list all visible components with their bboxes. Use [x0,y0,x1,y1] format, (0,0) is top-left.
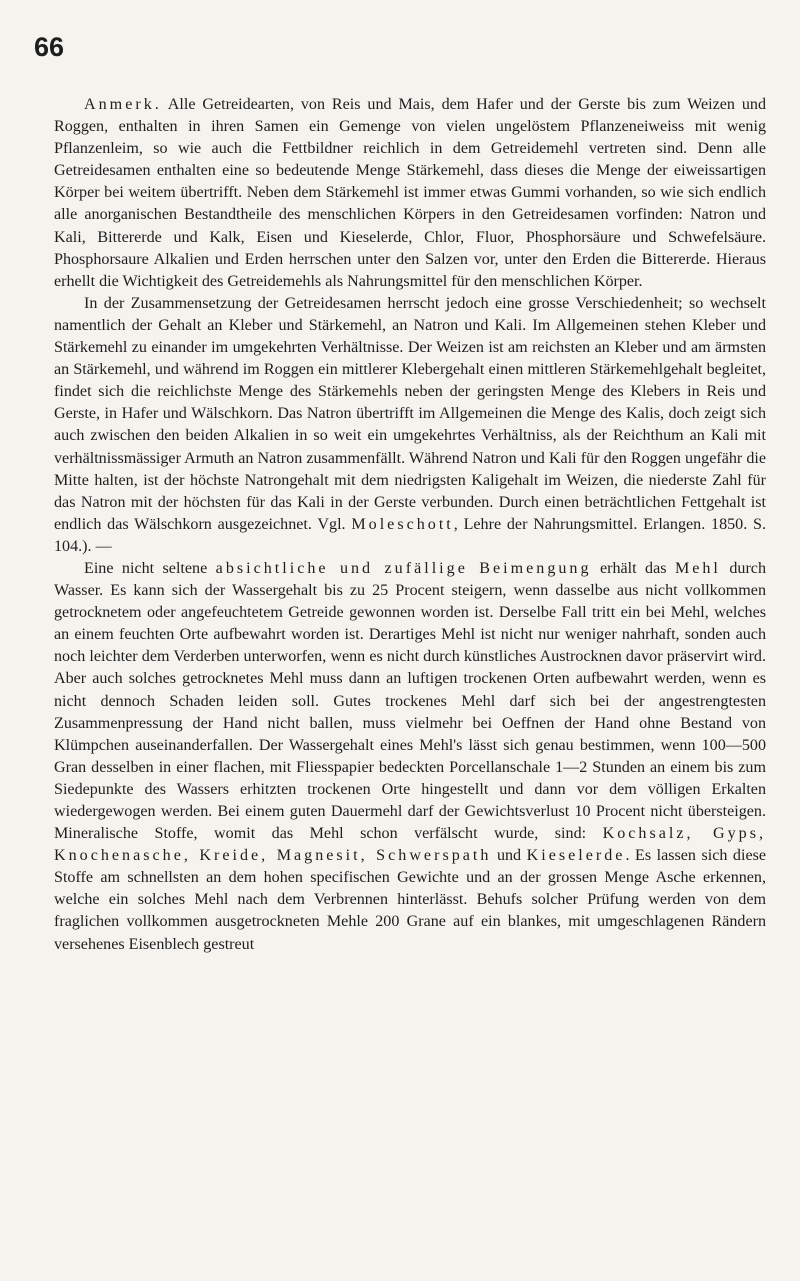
paragraph [54,558,766,956]
paragraph [54,293,766,558]
text-run: Kochsalz, Gyps, Knochenasche, Kreide, Magnesit, Schwerspath [54,825,766,865]
page-number: 66 [34,32,65,62]
text-run: Moleschott [351,515,454,533]
text-run: Mehl [674,559,721,577]
text-run: Alle Getreidearten, von Reis und Mais, dem Hafer und der Gerste bis zum Weizen und Roggen, enthalten in ihren Samen ein Gemenge von vielen ungelöstem Pflanzeneiweiss mit wenig Pflanzenleim, so wie auch die Fettbildner reichlich in dem Getreidemehl vertreten sind. Denn alle Getreidesamen enthalten eine so bedeutende Menge Stärkemehl, dass dieses die Menge der eiweissartigen Körper bei weitem übertrifft. Neben dem Stärkemehl ist immer etwas Gummi vorhanden, so wie sich endlich alle anorganischen Bestandtheile des menschlichen Körpers in den Getreidesamen vorfinden: Natron und Kali, Bittererde und Kalk, Eisen und Kieselerde, Chlor, Fluor, Phosphorsäure und Schwefelsäure. Phosphorsaure Alkalien und Erden herrschen unter den Salzen vor, unter den Erden die Bittererde. Hieraus erhellt die Wichtigkeit des Getreidemehls als Nahrungsmittel für den menschlichen Körper. [54,96,766,290]
body-text [54,94,766,956]
text-run: Anmerk. [84,96,162,113]
text-run: erhält das [591,559,675,577]
text-run: und [491,847,527,865]
paragraph-note [54,94,766,293]
text-run: , Lehre der Nahrungsmittel. Erlangen. 1850. S. 104.). — [54,515,766,555]
text-run: Kieselerde [526,847,626,865]
text-run: durch Wasser. Es kann sich der Wassergehalt bis zu 25 Procent steigern, wenn dasselbe aus nicht vollkommen getrocknetem oder angefeuchtetem Getreide gewonnen worden ist. Derselbe Fall tritt ein bei Mehl, welches an einem feuchten Orte aufbewahrt worden ist. Derartiges Mehl ist nicht nur weniger nahrhaft, sonden auch noch leichter dem Verderben unterworfen, wenn es nicht durch künstliches Austrocknen davor präservirt wird. Aber auch solches getrocknetes Mehl muss dann an luftigen trockenen Orten aufbewahrt werden, wenn es nicht dennoch Schaden leiden soll. Gutes trockenes Mehl darf sich bei der angestrengtesten Zusammenpressung der Hand nicht ballen, muss vielmehr bei Oeffnen der Hand ohne Bestand von Klümpchen auseinanderfallen. Der Wassergehalt eines Mehl's lässt sich genau bestimmen, wenn 100—500 Gran desselben in einer flachen, mit Fliesspapier bedeckten Porcellanschale 1—2 Stunden an einem bis zum Siedepunkte des Wassers erhitzten trockenen Orte hingestellt und dann vor dem völligen Erkalten wiedergewogen werden. Bei einem guten Dauermehl darf der Gewichtsverlust 10 Procent nicht übersteigen. Mineralische Stoffe, womit das Mehl schon verfälscht wurde, sind: [54,559,766,843]
text-run: absichtliche und zufällige Beimengung [215,559,592,577]
text-run: . Es lassen sich diese Stoffe am schnellsten an dem hohen specifischen Gewichte und an der grossen Menge Asche erkennen, welche ein solches Mehl nach dem Verbrennen hinterlässt. Behufs solcher Prüfung werden von dem fraglichen vollkommen ausgetrockneten Mehle 200 Grane auf ein blankes, mit umgeschlagenen Rändern versehenes Eisenblech gestreut [54,847,766,953]
text-run: Eine nicht seltene [84,559,216,577]
text-run: In der Zusammensetzung der Getreidesamen herrscht jedoch eine grosse Verschiedenheit; so wechselt namentlich der Gehalt an Kleber und Stärkemehl, an Natron und Kali. Im Allgemeinen stehen Kleber und Stärkemehl zu einander im umgekehrten Verhältnisse. Der Weizen ist am reichsten an Kleber und am ärmsten an Stärkemehl, und während im Roggen ein mittlerer Klebergehalt einen mittleren Stärkemehlgehalt begleitet, findet sich die reichlichste Menge des Stärkemehls neben der geringsten Menge des Klebers in Reis und Gerste, in Hafer und Wälschkorn. Das Natron übertrifft im Allgemeinen die Menge des Kalis, doch zeigt sich auch zwischen den beiden Alkalien in so weit ein umgekehrtes Verhältniss, als der Reichthum an Kali mit verhältnissmässiger Armuth an Natron zusammenfällt. Während Natron und Kali für den Roggen ungefähr die Mitte halten, ist der höchste Natrongehalt mit dem niedrigsten Kaligehalt im Weizen, die niederste Zahl für das Natron mit der höchsten für das Kali in der Gerste verbunden. Durch einen beträchtlichen Fettgehalt ist endlich das Wälschkorn ausgezeichnet. Vgl. [54,294,766,533]
